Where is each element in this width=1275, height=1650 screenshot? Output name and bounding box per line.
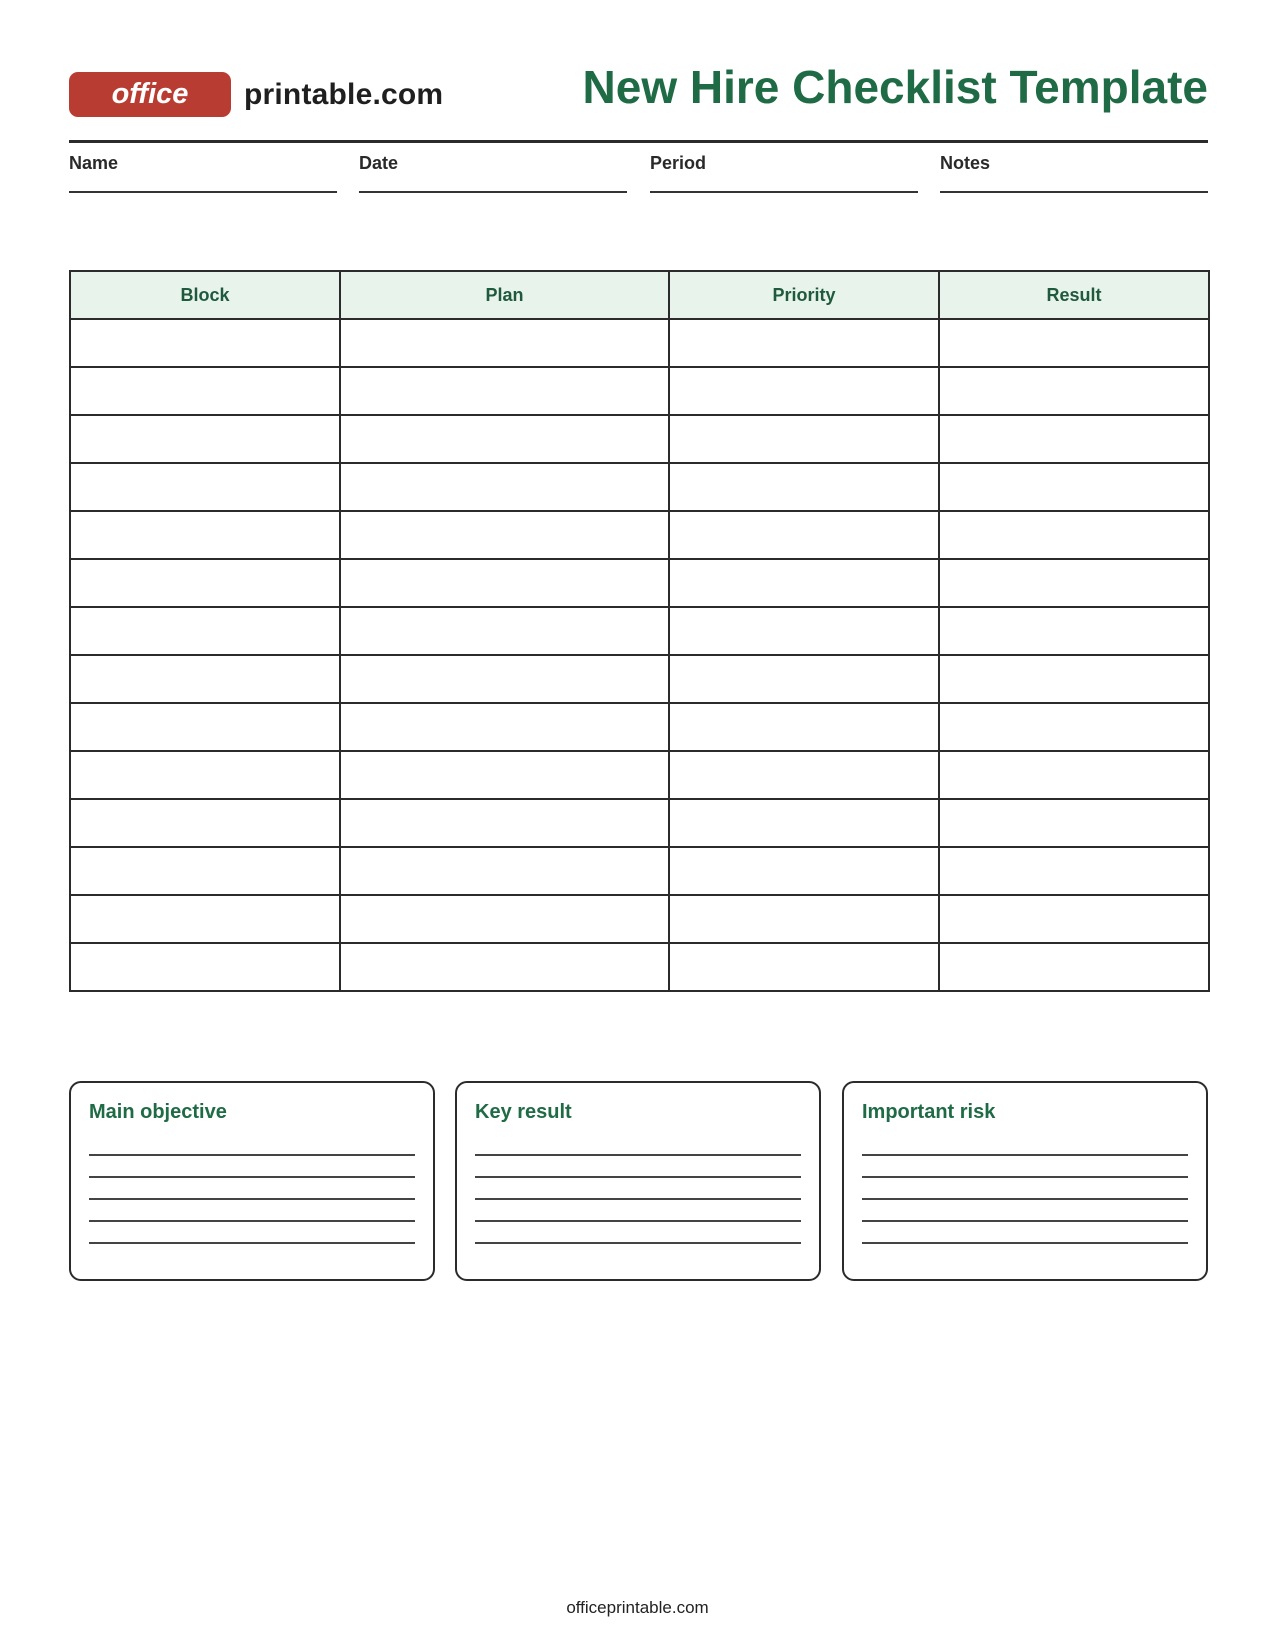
- table-cell-priority[interactable]: [669, 607, 939, 655]
- writing-line: [862, 1220, 1188, 1222]
- table-cell-priority[interactable]: [669, 559, 939, 607]
- table-cell-block[interactable]: [70, 607, 340, 655]
- table-row: [70, 319, 1209, 367]
- field-name[interactable]: [69, 143, 337, 193]
- table-row: [70, 799, 1209, 847]
- table-row: [70, 895, 1209, 943]
- column-header-priority: Priority: [669, 271, 939, 319]
- table-cell-result[interactable]: [939, 847, 1209, 895]
- table-row: [70, 463, 1209, 511]
- field-period-label: Period: [650, 153, 707, 173]
- table-cell-block[interactable]: [70, 655, 340, 703]
- table-cell-block[interactable]: [70, 511, 340, 559]
- table-cell-priority[interactable]: [669, 847, 939, 895]
- writing-line: [89, 1198, 415, 1200]
- table-row: [70, 367, 1209, 415]
- table-cell-result[interactable]: [939, 703, 1209, 751]
- table-cell-block[interactable]: [70, 415, 340, 463]
- field-name-label: Name: [69, 153, 119, 173]
- table-cell-plan[interactable]: [340, 319, 669, 367]
- table-row: [70, 751, 1209, 799]
- table-cell-plan[interactable]: [340, 703, 669, 751]
- table-cell-plan[interactable]: [340, 751, 669, 799]
- table-cell-priority[interactable]: [669, 367, 939, 415]
- table-cell-plan[interactable]: [340, 559, 669, 607]
- table-body: [70, 319, 1209, 991]
- field-period[interactable]: [650, 143, 918, 193]
- writing-line: [89, 1154, 415, 1156]
- table-cell-priority[interactable]: [669, 895, 939, 943]
- table-cell-block[interactable]: [70, 559, 340, 607]
- table-cell-result[interactable]: [939, 607, 1209, 655]
- important-risk-title: Important risk: [862, 1101, 996, 1123]
- table-cell-priority[interactable]: [669, 943, 939, 991]
- table-row: [70, 943, 1209, 991]
- table-cell-priority[interactable]: [669, 319, 939, 367]
- table-cell-priority[interactable]: [669, 511, 939, 559]
- table-cell-priority[interactable]: [669, 655, 939, 703]
- table-cell-plan[interactable]: [340, 799, 669, 847]
- table-cell-result[interactable]: [939, 799, 1209, 847]
- writing-line: [862, 1242, 1188, 1244]
- table-cell-block[interactable]: [70, 847, 340, 895]
- logo-text: printable.com: [244, 77, 444, 111]
- table-cell-priority[interactable]: [669, 751, 939, 799]
- writing-line: [89, 1242, 415, 1244]
- table-cell-result[interactable]: [939, 511, 1209, 559]
- table-cell-block[interactable]: [70, 751, 340, 799]
- table-cell-block[interactable]: [70, 319, 340, 367]
- table-cell-priority[interactable]: [669, 463, 939, 511]
- main-objective-box[interactable]: [69, 1081, 435, 1281]
- table-cell-block[interactable]: [70, 367, 340, 415]
- table-row: [70, 607, 1209, 655]
- key-result-title: Key result: [475, 1101, 572, 1123]
- table-header-row: [70, 271, 1209, 319]
- table-cell-result[interactable]: [939, 895, 1209, 943]
- table-row: [70, 703, 1209, 751]
- table-row: [70, 415, 1209, 463]
- column-header-block: Block: [70, 271, 340, 319]
- writing-line: [475, 1154, 801, 1156]
- logo-badge: office: [69, 72, 231, 117]
- table-cell-plan[interactable]: [340, 607, 669, 655]
- table-cell-priority[interactable]: [669, 799, 939, 847]
- field-notes-label: Notes: [940, 153, 991, 173]
- writing-line: [89, 1176, 415, 1178]
- table-cell-block[interactable]: [70, 943, 340, 991]
- table-cell-result[interactable]: [939, 415, 1209, 463]
- page-title: New Hire Checklist Template: [582, 61, 1208, 113]
- footer-url: officeprintable.com: [566, 1598, 709, 1617]
- table-cell-result[interactable]: [939, 943, 1209, 991]
- table-cell-block[interactable]: [70, 895, 340, 943]
- writing-line: [475, 1176, 801, 1178]
- key-result-box[interactable]: [455, 1081, 821, 1281]
- field-notes[interactable]: [940, 143, 1208, 193]
- table-cell-result[interactable]: [939, 655, 1209, 703]
- table-cell-block[interactable]: [70, 703, 340, 751]
- writing-line: [475, 1220, 801, 1222]
- table-cell-result[interactable]: [939, 319, 1209, 367]
- table-cell-plan[interactable]: [340, 655, 669, 703]
- writing-line: [862, 1176, 1188, 1178]
- table-cell-plan[interactable]: [340, 367, 669, 415]
- table-row: [70, 559, 1209, 607]
- table-cell-block[interactable]: [70, 799, 340, 847]
- table-cell-priority[interactable]: [669, 703, 939, 751]
- field-date-label: Date: [359, 153, 399, 173]
- table-cell-plan[interactable]: [340, 511, 669, 559]
- table-cell-plan[interactable]: [340, 895, 669, 943]
- writing-line: [475, 1242, 801, 1244]
- writing-line: [862, 1154, 1188, 1156]
- table-cell-result[interactable]: [939, 751, 1209, 799]
- table-cell-result[interactable]: [939, 559, 1209, 607]
- writing-line: [862, 1198, 1188, 1200]
- column-header-plan: Plan: [340, 271, 669, 319]
- table-cell-result[interactable]: [939, 463, 1209, 511]
- table-cell-result[interactable]: [939, 367, 1209, 415]
- table-cell-plan[interactable]: [340, 943, 669, 991]
- main-objective-title: Main objective: [89, 1101, 227, 1123]
- table-cell-plan[interactable]: [340, 847, 669, 895]
- writing-line: [475, 1198, 801, 1200]
- table-cell-priority[interactable]: [669, 415, 939, 463]
- table-cell-block[interactable]: [70, 463, 340, 511]
- table-row: [70, 847, 1209, 895]
- column-header-result: Result: [939, 271, 1209, 319]
- important-risk-box[interactable]: [842, 1081, 1208, 1281]
- logo: [69, 72, 443, 117]
- table-row: [70, 511, 1209, 559]
- table-cell-plan[interactable]: [340, 415, 669, 463]
- field-date[interactable]: [359, 143, 627, 193]
- table-row: [70, 655, 1209, 703]
- table-cell-plan[interactable]: [340, 463, 669, 511]
- checklist-table: [69, 270, 1210, 992]
- writing-line: [89, 1220, 415, 1222]
